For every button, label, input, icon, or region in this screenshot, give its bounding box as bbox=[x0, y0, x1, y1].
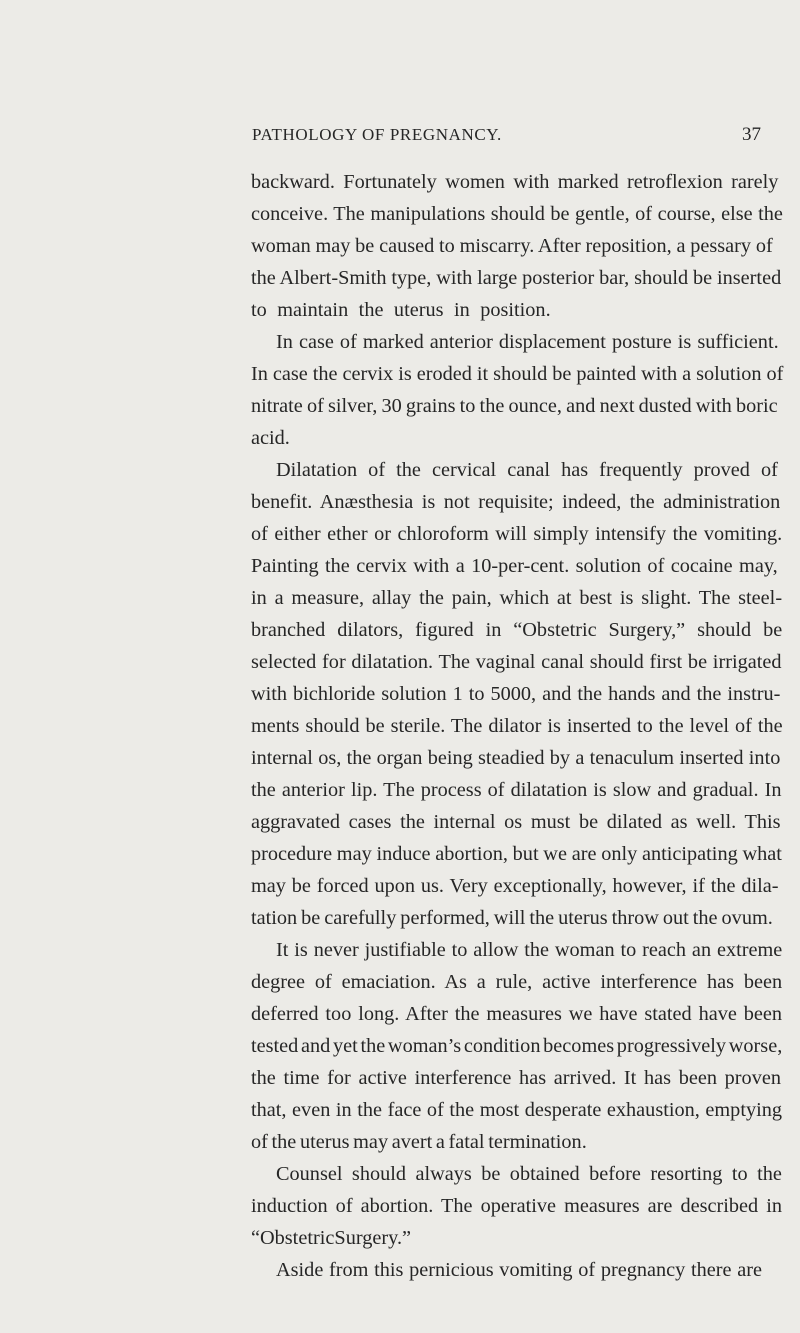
text-line: the time for active interference has arrived. It has been proven bbox=[251, 1067, 781, 1089]
text-line: Painting the cervix with a 10-per-cent. solution of cocaine may, bbox=[251, 555, 778, 577]
text-line: “Obstetric Surgery.” bbox=[251, 1227, 412, 1249]
text-line: may be forced upon us. Very exceptionally, however, if the dila- bbox=[251, 875, 779, 897]
text-line: with bichloride solution 1 to 5000, and the hands and the instru- bbox=[251, 683, 781, 705]
text-line: Counsel should always be obtained before resorting to the bbox=[276, 1163, 782, 1185]
text-line: in a measure, allay the pain, which at best is slight. The steel- bbox=[251, 587, 783, 609]
text-line: Dilatation of the cervical canal has frequently proved of bbox=[276, 459, 778, 481]
text-line: backward. Fortunately women with marked retroflexion rarely bbox=[251, 171, 779, 193]
text-line: conceive. The manipulations should be gentle, of course, else the bbox=[251, 203, 783, 225]
text-line: It is never justifiable to allow the woman to reach an extreme bbox=[276, 939, 783, 961]
text-line: selected for dilatation. The vaginal canal should first be irrigated bbox=[251, 651, 782, 673]
text-line: procedure may induce abortion, but we are only anticipating what bbox=[251, 843, 782, 865]
text-line: acid. bbox=[251, 427, 290, 449]
text-line: aggravated cases the internal os must be dilated as well. This bbox=[251, 811, 781, 833]
text-line: of the uterus may avert a fatal termination. bbox=[251, 1131, 587, 1153]
text-line: of either ether or chloroform will simply intensify the vomiting. bbox=[251, 523, 783, 545]
text-line: tation be carefully performed, will the uterus throw out the ovum. bbox=[251, 907, 773, 929]
text-line: to maintain the uterus in position. bbox=[251, 299, 551, 321]
text-line: ments should be sterile. The dilator is inserted to the level of the bbox=[251, 715, 783, 737]
text-line: degree of emaciation. As a rule, active interference has been bbox=[251, 971, 783, 993]
text-line: the anterior lip. The process of dilatation is slow and gradual. In bbox=[251, 779, 782, 801]
running-title: PATHOLOGY OF PREGNANCY. bbox=[252, 125, 502, 144]
text-line: In case the cervix is eroded it should be painted with a solution of bbox=[251, 363, 784, 385]
page-number: 37 bbox=[742, 124, 761, 145]
text-line: that, even in the face of the most desperate exhaustion, emptying bbox=[251, 1099, 783, 1121]
text-line: nitrate of silver, 30 grains to the ounce, and next dusted with boric bbox=[251, 395, 778, 417]
text-line: benefit. Anæsthesia is not requisite; indeed, the administration bbox=[251, 491, 781, 513]
text-line: woman may be caused to miscarry. After reposition, a pessary of bbox=[251, 235, 773, 257]
text-line: Aside from this pernicious vomiting of pregnancy there are bbox=[276, 1259, 762, 1281]
text-line: tested and yet the woman’s condition becomes progressively worse, bbox=[251, 1035, 783, 1057]
text-line: induction of abortion. The operative measures are described in bbox=[251, 1195, 783, 1217]
text-line: internal os, the organ being steadied by a tenaculum inserted into bbox=[251, 747, 781, 769]
text-line: branched dilators, figured in “Obstetric Surgery,” should be bbox=[251, 619, 783, 641]
text-line: the Albert-Smith type, with large posterior bar, should be inserted bbox=[251, 267, 782, 289]
text-line: deferred too long. After the measures we have stated have been bbox=[251, 1003, 783, 1025]
text-line: In case of marked anterior displacement posture is sufficient. bbox=[276, 331, 779, 353]
